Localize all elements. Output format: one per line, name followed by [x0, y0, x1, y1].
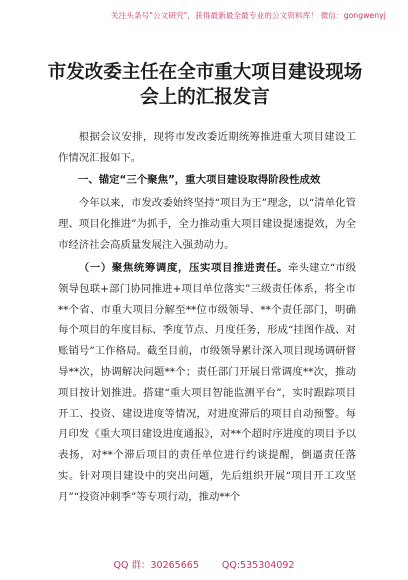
- item-body-text: 牵头建立“市级领导包联+部门协同推进+项目单位落实”三级责任体系，将全市**个省、市重大项目分解至**位市级领导、**个责任部门，明确每个项目的年度目标、季度节点、月度任务，形成“挂图作战、对账销号”工作格局。截至目前，市级领导累计深入项目现场调研督导**次，协调解决问题**个；责任部门开展日常调度**次，推动项目按计划推进。搭建“重大项目智能监测平台”，实时跟踪项目开工、投资、建设进度等情况，对进度滞后的项目自动预警。每月印发《重大项目建设进度通报》，对**个超时序进度的项目予以表扬，对**个滞后项目的责任单位进行约谈提醒，倒逼责任落实。针对项目建设中的突出问题，先后组织开展“项目开工攻坚月”“投资冲刺季”等专项行动，推动**个: [58, 262, 356, 503]
- item-lead-text: （一）聚焦统筹调度，压实项目推进责任。: [78, 262, 289, 274]
- document-title: 市发改委主任在全市重大项目建设现场会上的汇报发言: [47, 62, 363, 108]
- top-promo-banner: 关注头条号"公文研究"，获得最新最全最专业的公文资料库！ 微信：gongwenyj: [110, 11, 386, 20]
- section-paragraph: 今年以来，市发改委始终坚持“项目为王”理念，以“清单化管理、项目化推进”为抓手，全力推动重大项目建设提速提效，为全市经济社会高质量发展注入强劲动力。: [58, 197, 356, 251]
- footer-contact: [0, 557, 408, 571]
- footer-qq-group: QQ 群：30265665: [113, 560, 199, 571]
- section-heading: 一、锚定“三个聚焦”，重大项目建设取得阶段性成效: [78, 174, 321, 186]
- intro-paragraph: 根据会议安排，现将市发改委近期统筹推进重大项目建设工作情况汇报如下。: [58, 131, 356, 164]
- section-item-paragraph: [58, 258, 356, 508]
- footer-qq-number: QQ:535304092: [221, 560, 295, 571]
